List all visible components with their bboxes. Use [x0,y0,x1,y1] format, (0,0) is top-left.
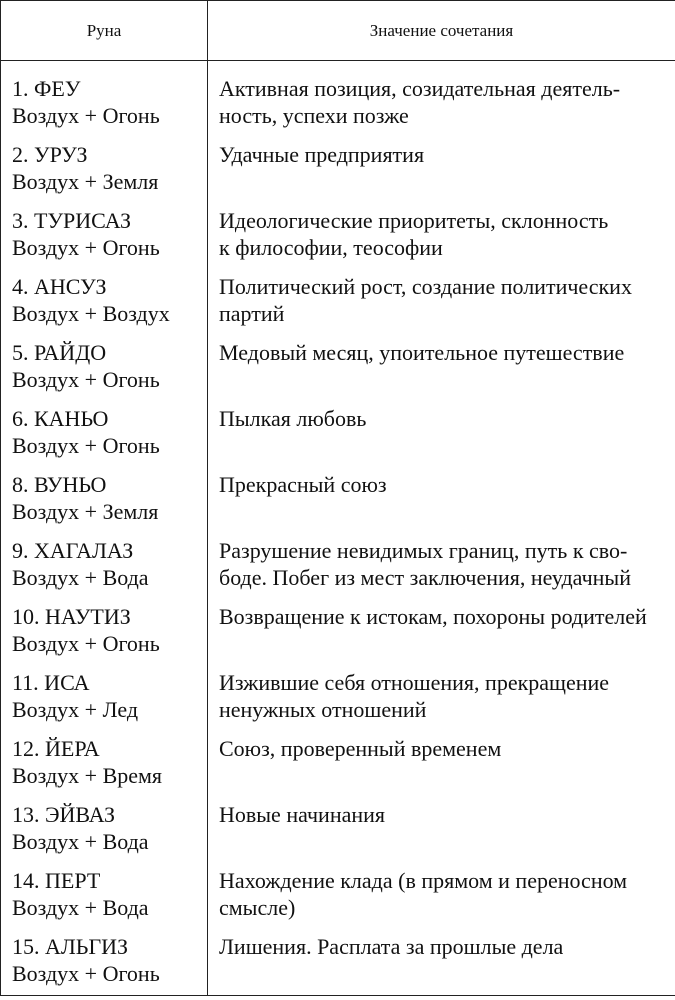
rune-cell [1,470,208,536]
table-row [1,272,675,338]
rune-name: 8. ВУНЬО [12,471,107,497]
meaning-cell [208,404,675,470]
table-row [1,140,675,206]
table-body [1,61,675,996]
table-row [1,866,675,932]
table-row [1,800,675,866]
rune-name: 9. ХАГАЛАЗ [12,537,134,563]
rune-name: 11. ИСА [12,669,90,695]
meaning-cell [208,866,675,932]
table-row [1,61,675,140]
rune-combo: Воздух + Вода [12,564,149,590]
header-rune: Руна [1,1,208,61]
rune-combo: Воздух + Огонь [12,432,160,458]
rune-cell [1,536,208,602]
meaning-line: Новые начинания [219,801,386,827]
table-row [1,404,675,470]
meaning-line: партий [219,300,285,326]
meaning-line: Активная позиция, созидательная деятель- [219,76,621,101]
meaning-cell [208,61,675,140]
meaning-line: Лишения. Расплата за прошлые дела [219,933,564,959]
meaning-line: к философии, теософии [219,234,443,260]
rune-combo: Воздух + Лед [12,696,139,722]
meaning-cell [208,536,675,602]
meaning-line: ненужных отношений [219,696,427,722]
rune-combo: Воздух + Огонь [12,234,160,260]
rune-name: 12. ЙЕРА [12,735,100,761]
rune-cell [1,932,208,996]
table-row [1,932,675,996]
meaning-line: Нахождение клада (в прямом и переносном [219,867,628,893]
rune-name: 15. АЛЬГИЗ [12,933,129,959]
meaning-line: Возвращение к истокам, похороны родителей [219,603,647,629]
rune-cell [1,140,208,206]
meaning-cell [208,800,675,866]
rune-name: 1. ФЕУ [12,76,81,101]
table-row [1,338,675,404]
meaning-line: Удачные предприятия [219,141,425,167]
rune-combo: Воздух + Огонь [12,366,160,392]
rune-cell [1,800,208,866]
meaning-cell [208,470,675,536]
meaning-line: смысле) [219,894,296,920]
rune-name: 2. УРУЗ [12,141,88,167]
rune-name: 6. КАНЬО [12,405,109,431]
meaning-line: Союз, проверенный временем [219,735,502,761]
rune-combo: Воздух + Вода [12,894,149,920]
meaning-cell [208,668,675,734]
rune-combo: Воздух + Земля [12,498,159,524]
meaning-line: Разрушение невидимых границ, путь к сво- [219,537,628,563]
rune-name: 10. НАУТИЗ [12,603,131,629]
rune-combo: Воздух + Воздух [12,300,170,326]
meaning-line: Пылкая любовь [219,405,367,431]
rune-combo: Воздух + Время [12,762,163,788]
header-meaning: Значение сочетания [208,1,675,61]
rune-cell [1,206,208,272]
rune-combo: Воздух + Вода [12,828,149,854]
rune-combo: Воздух + Огонь [12,630,160,656]
meaning-cell [208,140,675,206]
meaning-line: Изжившие себя отношения, прекращение [219,669,610,695]
rune-cell [1,404,208,470]
meaning-line: Прекрасный союз [219,471,387,497]
table-row [1,602,675,668]
rune-name: 14. ПЕРТ [12,867,101,893]
meaning-cell [208,602,675,668]
rune-cell [1,866,208,932]
meaning-line: Медовый месяц, упоительное путешествие [219,339,625,365]
meaning-cell [208,206,675,272]
rune-cell [1,734,208,800]
rune-name: 5. РАЙДО [12,339,107,365]
meaning-line: Политический рост, создание политических [219,273,632,299]
table-header-row [1,1,675,61]
table-row [1,206,675,272]
table-row [1,734,675,800]
rune-name: 4. АНСУЗ [12,273,107,299]
table-row [1,668,675,734]
meaning-cell [208,272,675,338]
rune-combo: Воздух + Огонь [12,960,160,986]
meaning-line: боде. Побег из мест заключения, неудачный [219,564,631,590]
table-row [1,536,675,602]
rune-combo: Воздух + Огонь [12,103,160,128]
rune-combo: Воздух + Земля [12,168,159,194]
meaning-line: Идеологические приоритеты, склонность [219,207,609,233]
meaning-line: ность, успехи позже [219,103,409,128]
table-row [1,470,675,536]
meaning-cell [208,932,675,996]
rune-cell [1,668,208,734]
meaning-cell [208,734,675,800]
rune-cell [1,61,208,140]
rune-cell [1,272,208,338]
rune-cell [1,602,208,668]
rune-name: 3. ТУРИСАЗ [12,207,132,233]
rune-cell [1,338,208,404]
meaning-cell [208,338,675,404]
rune-name: 13. ЭЙВАЗ [12,801,116,827]
